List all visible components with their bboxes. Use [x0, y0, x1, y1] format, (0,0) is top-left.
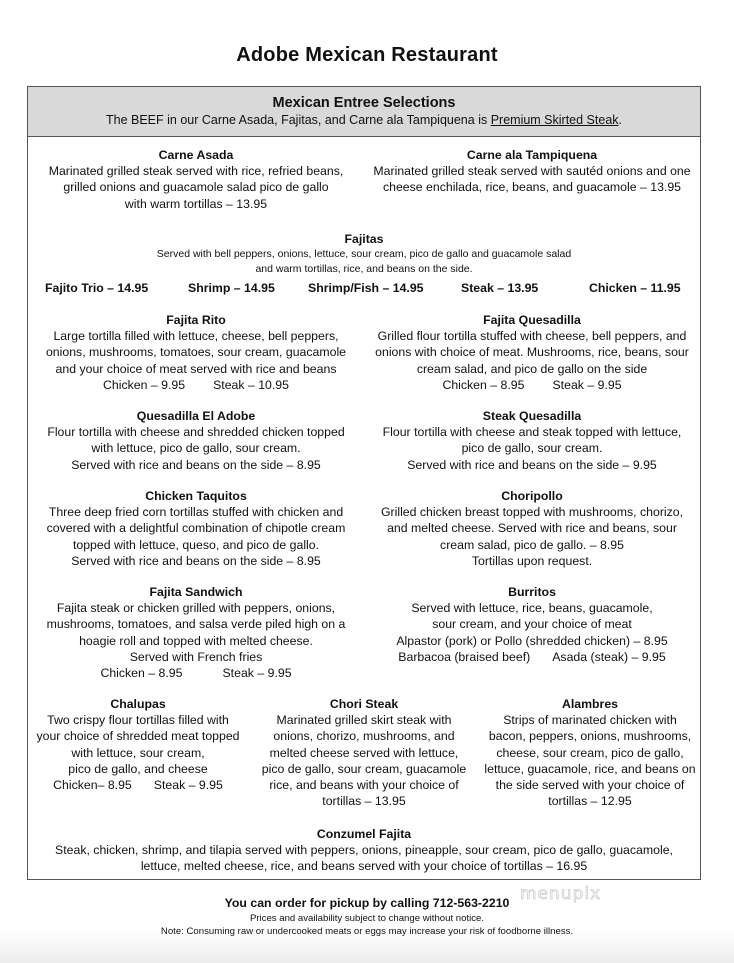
- fajita-option-trio: Fajito Trio – 14.95: [45, 281, 149, 295]
- price-row: [28, 377, 364, 393]
- price-chicken: Chicken – 8.95: [100, 666, 183, 681]
- item-desc-line: Steak, chicken, shrimp, and tilapia served with peppers, onions, pineapple, sour cream, pico de gallo, guacamole,: [55, 843, 673, 858]
- item-desc-line: covered with a delightful combination of chipotle cream: [46, 521, 346, 536]
- item-desc-line: lettuce, melted cheese, rice, and beans served with your choice of tortillas – 16.95: [140, 859, 588, 874]
- menu-item-chori-steak: [254, 696, 474, 809]
- menu-box: [27, 86, 701, 880]
- item-desc-line: Marinated grilled skirt steak with: [276, 713, 452, 728]
- menu-item-fajita-sandwich: [28, 584, 364, 681]
- item-desc-line: onions, chorizo, mushrooms, and: [273, 729, 455, 744]
- item-name: Chalupas: [110, 697, 166, 711]
- item-desc-line: Served with bell peppers, onions, lettuce, sour cream, pico de gallo and guacamole salad: [156, 248, 572, 260]
- item-desc-line: your choice of shredded meat topped: [36, 729, 240, 744]
- price-row: [28, 777, 248, 793]
- item-name: Burritos: [508, 585, 556, 599]
- prices-note: Prices and availability subject to change without notice.: [249, 913, 485, 924]
- item-desc-line: and melted cheese. Served with rice and beans, sour: [387, 521, 677, 536]
- item-desc-line: Grilled chicken breast topped with mushrooms, chorizo,: [380, 505, 684, 520]
- item-desc-line: Large tortilla filled with lettuce, cheese, bell peppers,: [53, 329, 339, 344]
- item-desc-line: topped with lettuce, queso, and pico de gallo.: [72, 537, 320, 552]
- price-asada: Asada (steak) – 9.95: [552, 649, 666, 664]
- menu-item-chalupas: [28, 696, 248, 793]
- menu-item-conzumel-fajita: [28, 826, 700, 875]
- menu-header: [28, 87, 700, 137]
- price-row: [364, 377, 700, 393]
- fajita-option-steak: Steak – 13.95: [461, 281, 539, 295]
- price-steak: Steak – 10.95: [213, 377, 289, 392]
- item-desc-line: melted cheese served with lettuce,: [269, 745, 459, 760]
- item-desc-line: cream salad, pico de gallo. – 8.95: [440, 537, 624, 552]
- menu-item-fajitas: [28, 231, 700, 277]
- item-desc-line: mushrooms, tomatoes, and salsa verde piled high on a: [46, 617, 346, 632]
- price-steak: Steak – 9.95: [222, 666, 292, 681]
- subtitle-period: .: [618, 113, 623, 127]
- item-name: Chicken Taquitos: [145, 489, 247, 503]
- item-desc-line: Marinated grilled steak served with sautéd onions and one: [373, 164, 691, 179]
- item-desc-line: with lettuce, pico de gallo, sour cream.: [91, 441, 301, 456]
- item-desc-line: with warm tortillas – 13.95: [124, 196, 268, 211]
- price-steak: Steak – 9.95: [153, 778, 223, 793]
- item-desc-line: Served with lettuce, rice, beans, guacamole,: [411, 601, 653, 616]
- item-desc-line: and warm tortillas, rice, and beans on the side.: [255, 263, 473, 275]
- item-name: Alambres: [561, 697, 619, 711]
- item-name: Conzumel Fajita: [316, 827, 412, 841]
- section-subtitle: [28, 112, 700, 129]
- item-name: Fajitas: [344, 232, 384, 246]
- item-desc-line: rice, and beans with your choice of: [269, 778, 459, 793]
- item-name: Fajita Sandwich: [149, 585, 243, 599]
- item-desc-line: Alpastor (pork) or Pollo (shredded chicken) – 8.95: [396, 633, 668, 648]
- item-desc-line: onions with choice of meat. Mushrooms, rice, beans, sour: [375, 345, 689, 360]
- item-desc-line: with lettuce, sour cream,: [71, 745, 205, 760]
- item-desc-line: pico de gallo, and cheese: [68, 761, 208, 776]
- menu-item-fajita-quesadilla: [364, 312, 700, 393]
- item-desc-line: cheese, sour cream, pico de gallo,: [496, 745, 684, 760]
- item-desc-line: lettuce, guacamole, rice, and beans on: [484, 761, 696, 776]
- section-title: Mexican Entree Selections: [272, 95, 456, 111]
- fajita-option-shrimp-fish: Shrimp/Fish – 14.95: [308, 281, 424, 295]
- menu-item-alambres: [480, 696, 700, 809]
- menu-item-fajita-rito: [28, 312, 364, 393]
- item-desc-line: Fajita steak or chicken grilled with peppers, onions,: [56, 601, 336, 616]
- item-desc-line: Served with French fries: [129, 649, 263, 664]
- item-desc-line: onions, mushrooms, tomatoes, sour cream, guacamole: [45, 345, 347, 360]
- item-desc-line: Two crispy flour tortillas filled with: [47, 713, 229, 728]
- menu-item-carne-asada: [28, 147, 364, 212]
- item-desc-line: hoagie roll and topped with melted cheese.: [79, 633, 313, 648]
- price-steak: Steak – 9.95: [552, 377, 622, 392]
- item-name: Steak Quesadilla: [482, 409, 582, 423]
- price-chicken: Chicken – 9.95: [103, 377, 186, 392]
- menu-item-choripollo: [364, 488, 700, 569]
- pickup-phone-note: You can order for pickup by calling 712-563-2210: [224, 896, 510, 910]
- item-desc-line: Tortillas upon request.: [471, 553, 593, 568]
- item-desc-line: bacon, peppers, onions, mushrooms,: [488, 729, 692, 744]
- item-desc-line: cheese enchilada, rice, beans, and guacamole – 13.95: [382, 180, 682, 195]
- menupix-watermark: menupix: [520, 884, 602, 904]
- subtitle-text: The BEEF in our Carne Asada, Fajitas, and Carne ala Tampiquena is: [105, 113, 491, 127]
- item-desc-line: Marinated grilled steak served with rice, refried beans,: [48, 164, 344, 179]
- item-desc-line: the side served with your choice of: [495, 778, 685, 793]
- item-desc-line: tortillas – 12.95: [548, 794, 632, 809]
- price-row: [28, 665, 364, 681]
- item-desc-line: tortillas – 13.95: [322, 794, 406, 809]
- menu-item-steak-quesadilla: [364, 408, 700, 473]
- item-desc-line: sour cream, and your choice of meat: [432, 617, 632, 632]
- item-name: Chori Steak: [329, 697, 399, 711]
- item-desc-line: Served with rice and beans on the side – 9.95: [407, 457, 657, 472]
- item-desc-line: Served with rice and beans on the side – 8.95: [71, 553, 321, 568]
- item-desc-line: cream salad, and pico de gallo on the side: [416, 361, 648, 376]
- item-name: Fajita Rito: [166, 313, 226, 327]
- price-chicken: Chicken – 8.95: [442, 377, 525, 392]
- item-desc-line: Grilled flour tortilla stuffed with cheese, bell peppers, and: [377, 329, 687, 344]
- item-name: Fajita Quesadilla: [483, 313, 581, 327]
- item-desc-line: pico de gallo, sour cream.: [461, 441, 603, 456]
- menu-item-chicken-taquitos: [28, 488, 364, 569]
- item-name: Quesadilla El Adobe: [136, 409, 256, 423]
- price-row: [364, 649, 700, 665]
- item-desc-line: Flour tortilla with cheese and steak topped with lettuce,: [382, 425, 682, 440]
- item-desc-line: grilled onions and guacamole salad pico de gallo: [63, 180, 329, 195]
- item-desc-line: and your choice of meat served with rice and beans: [55, 361, 337, 376]
- restaurant-name: Adobe Mexican Restaurant: [236, 44, 498, 66]
- menu-item-burritos: [364, 584, 700, 665]
- menu-item-quesadilla-el-adobe: [28, 408, 364, 473]
- item-name: Carne Asada: [158, 148, 234, 162]
- health-note: Note: Consuming raw or undercooked meats or eggs may increase your risk of foodborne illness.: [160, 926, 574, 937]
- fajita-option-chicken: Chicken – 11.95: [589, 281, 681, 295]
- item-desc-line: Three deep fried corn tortillas stuffed with chicken and: [48, 505, 344, 520]
- item-desc-line: Strips of marinated chicken with: [503, 713, 677, 728]
- item-name: Carne ala Tampiquena: [466, 148, 598, 162]
- item-desc-line: Served with rice and beans on the side – 8.95: [71, 457, 321, 472]
- fajita-option-shrimp: Shrimp – 14.95: [188, 281, 275, 295]
- item-name: Choripollo: [501, 489, 563, 503]
- menu-item-carne-tampiquena: [364, 147, 700, 196]
- price-chicken: Chicken– 8.95: [53, 778, 132, 793]
- item-desc-line: pico de gallo, sour cream, guacamole: [261, 761, 467, 776]
- premium-steak-note: Premium Skirted Steak: [490, 113, 619, 127]
- price-barbacoa: Barbacoa (braised beef): [398, 649, 531, 664]
- item-desc-line: Flour tortilla with cheese and shredded chicken topped: [47, 425, 345, 440]
